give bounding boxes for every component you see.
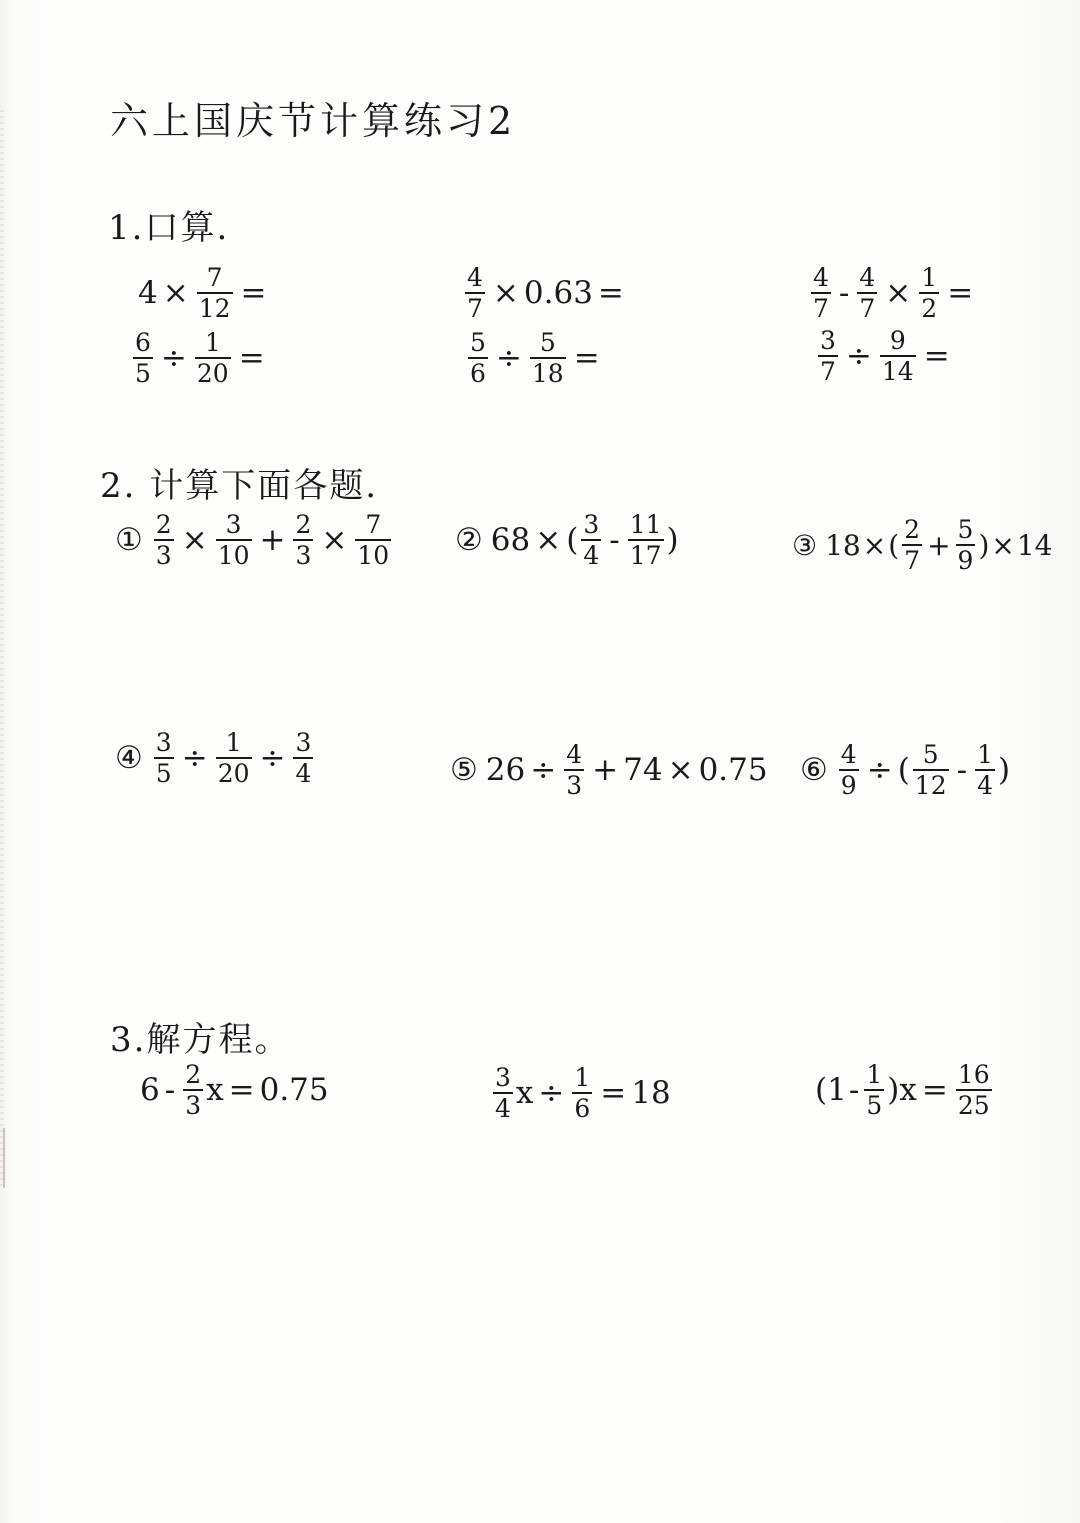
- denominator: 9: [840, 771, 857, 800]
- denominator: 7: [813, 294, 829, 323]
- numerator: 2: [295, 510, 312, 539]
- denominator: 3: [295, 541, 312, 570]
- denominator: 6: [574, 1094, 591, 1123]
- paren-close: ): [978, 528, 990, 562]
- mental-problem-1: [138, 265, 272, 321]
- fraction: [133, 330, 153, 386]
- calc-problem-5: [450, 742, 768, 798]
- calc-problem-4: [115, 730, 316, 786]
- operand: 4: [138, 275, 158, 311]
- paren-open: (: [566, 522, 579, 558]
- operator: ×: [862, 528, 887, 562]
- numerator: 11: [629, 510, 662, 539]
- denominator: 4: [295, 759, 312, 788]
- equals-sign: =: [947, 275, 974, 311]
- denominator: 4: [495, 1094, 511, 1123]
- operator: +: [592, 752, 619, 788]
- numerator: 5: [470, 328, 486, 357]
- numerator: 1: [225, 728, 242, 757]
- fraction: [902, 517, 922, 573]
- equals-sign: =: [240, 275, 267, 311]
- denominator: 12: [198, 294, 231, 323]
- mental-problem-5: [465, 330, 605, 386]
- fraction: [956, 1062, 992, 1118]
- denominator: 5: [155, 759, 172, 788]
- equals-sign: =: [923, 338, 950, 374]
- fraction: [857, 265, 877, 321]
- denominator: 2: [921, 294, 938, 323]
- denominator: 14: [881, 357, 914, 386]
- denominator: 20: [217, 759, 250, 788]
- numerator: 1: [921, 263, 938, 292]
- operator: +: [259, 522, 286, 558]
- scan-edge: [0, 110, 4, 1190]
- denominator: 7: [820, 357, 836, 386]
- numerator: 3: [225, 510, 242, 539]
- section-3-heading: 3.解方程。: [110, 1020, 291, 1060]
- operand: 26: [485, 752, 526, 788]
- fraction: [581, 512, 601, 568]
- numerator: 3: [820, 326, 836, 355]
- operator: -: [956, 752, 968, 788]
- numerator: 1: [866, 1060, 883, 1089]
- fraction: [493, 1065, 513, 1121]
- equals-sign: =: [600, 1075, 627, 1111]
- operand: 14: [1016, 528, 1053, 562]
- operator: ×: [181, 522, 208, 558]
- numerator: 2: [185, 1060, 202, 1089]
- numerator: 3: [155, 728, 172, 757]
- operator: ×: [535, 522, 562, 558]
- fraction: [628, 512, 664, 568]
- fraction: [839, 742, 859, 798]
- problem-number: ④: [115, 740, 143, 776]
- operand: 0.75: [259, 1072, 329, 1108]
- operand: 6: [140, 1072, 160, 1108]
- denominator: 4: [977, 771, 993, 800]
- fraction: [880, 328, 916, 384]
- operator: ÷: [160, 340, 187, 376]
- fraction: [293, 730, 313, 786]
- numerator: 4: [467, 263, 483, 292]
- fraction: [468, 330, 488, 386]
- calc-problem-3: [792, 517, 1052, 573]
- operator: ×: [492, 275, 519, 311]
- operator: -: [838, 275, 850, 311]
- denominator: 7: [859, 294, 876, 323]
- fraction: [956, 517, 976, 573]
- fraction: [355, 512, 391, 568]
- denominator: 3: [155, 541, 172, 570]
- paren-open: (: [815, 1072, 828, 1108]
- numerator: 5: [539, 328, 556, 357]
- operator: ×: [162, 275, 189, 311]
- denominator: 4: [583, 541, 600, 570]
- fraction: [465, 265, 485, 321]
- denominator: 10: [217, 541, 250, 570]
- denominator: 5: [135, 359, 151, 388]
- fraction: [154, 512, 174, 568]
- denominator: 20: [196, 359, 229, 388]
- operator: ÷: [259, 740, 286, 776]
- numerator: 4: [840, 740, 857, 769]
- paren-close: ): [998, 752, 1011, 788]
- numerator: 3: [583, 510, 600, 539]
- equals-sign: =: [228, 1072, 255, 1108]
- equation-2: [490, 1065, 671, 1121]
- numerator: 16: [957, 1060, 990, 1089]
- mental-problem-6: [815, 328, 955, 384]
- scan-mark: [3, 1128, 5, 1188]
- paren-close: ): [887, 1072, 900, 1108]
- numerator: 9: [889, 326, 906, 355]
- fraction: [216, 512, 252, 568]
- operand: 18: [631, 1075, 671, 1111]
- denominator: 3: [185, 1091, 202, 1120]
- fraction: [919, 265, 939, 321]
- operand: 1: [827, 1072, 847, 1108]
- variable: x: [206, 1072, 224, 1108]
- problem-number: ①: [115, 522, 143, 558]
- problem-number: ③: [792, 528, 818, 562]
- fraction: [195, 330, 231, 386]
- equals-sign: =: [238, 340, 265, 376]
- fraction: [564, 742, 584, 798]
- operand: 68: [490, 522, 531, 558]
- numerator: 1: [574, 1063, 591, 1092]
- operand: 0.75: [698, 752, 768, 788]
- denominator: 5: [866, 1091, 883, 1120]
- numerator: 6: [135, 328, 151, 357]
- numerator: 7: [365, 510, 382, 539]
- worksheet-title: 六上国庆节计算练习2: [110, 99, 517, 143]
- operand: 0.63: [523, 275, 593, 311]
- mental-problem-3: [808, 265, 978, 321]
- denominator: 7: [904, 546, 921, 575]
- paren-close: ): [666, 522, 679, 558]
- problem-number: ⑥: [800, 752, 828, 788]
- numerator: 4: [566, 740, 583, 769]
- fraction: [572, 1065, 592, 1121]
- fraction: [293, 512, 313, 568]
- fraction: [183, 1062, 203, 1118]
- paren-open: (: [888, 528, 900, 562]
- numerator: 3: [295, 728, 312, 757]
- fraction: [818, 328, 838, 384]
- operator: +: [927, 528, 951, 562]
- fraction: [197, 265, 233, 321]
- equals-sign: =: [921, 1072, 948, 1108]
- problem-number: ②: [455, 522, 483, 558]
- variable: x: [515, 1075, 534, 1111]
- operator: ×: [991, 528, 1015, 562]
- fraction: [913, 742, 949, 798]
- operator: ÷: [181, 740, 208, 776]
- paren-open: (: [897, 752, 910, 788]
- numerator: 1: [204, 328, 221, 357]
- denominator: 9: [957, 546, 974, 575]
- numerator: 2: [155, 510, 172, 539]
- operator: ÷: [866, 752, 893, 788]
- denominator: 10: [357, 541, 390, 570]
- mental-problem-4: [130, 330, 270, 386]
- operator: -: [164, 1072, 176, 1108]
- fraction: [811, 265, 831, 321]
- numerator: 5: [957, 515, 974, 544]
- equals-sign: =: [573, 340, 600, 376]
- numerator: 2: [904, 515, 921, 544]
- numerator: 4: [813, 263, 829, 292]
- mental-problem-2: [462, 265, 629, 321]
- fraction: [154, 730, 174, 786]
- operator: ÷: [845, 338, 872, 374]
- fraction: [975, 742, 995, 798]
- equals-sign: =: [597, 275, 624, 311]
- operator: -: [609, 522, 620, 558]
- operator: ÷: [538, 1075, 565, 1111]
- numerator: 7: [206, 263, 223, 292]
- equation-1: [140, 1062, 329, 1118]
- variable: x: [899, 1072, 917, 1108]
- calc-problem-1: [115, 512, 394, 568]
- operand: 18: [825, 528, 861, 562]
- calc-problem-2: [455, 512, 679, 568]
- numerator: 1: [977, 740, 993, 769]
- operator: -: [848, 1072, 860, 1108]
- numerator: 3: [495, 1063, 511, 1092]
- operator: ×: [321, 522, 348, 558]
- denominator: 25: [957, 1091, 990, 1120]
- operand: 74: [623, 752, 663, 788]
- numerator: 5: [922, 740, 939, 769]
- operator: ÷: [495, 340, 522, 376]
- denominator: 17: [629, 541, 662, 570]
- operator: ÷: [530, 752, 557, 788]
- fraction: [216, 730, 252, 786]
- equation-3: [815, 1062, 995, 1118]
- fraction: [864, 1062, 884, 1118]
- calc-problem-6: [800, 742, 1010, 798]
- fraction: [530, 330, 566, 386]
- denominator: 6: [470, 359, 486, 388]
- denominator: 18: [531, 359, 564, 388]
- section-1-heading: 1.口算.: [108, 208, 230, 248]
- denominator: 3: [566, 771, 583, 800]
- section-2-heading: 2. 计算下面各题.: [100, 466, 379, 506]
- problem-number: ⑤: [450, 752, 478, 788]
- operator: ×: [885, 275, 912, 311]
- operator: ×: [667, 752, 694, 788]
- denominator: 12: [914, 771, 947, 800]
- denominator: 7: [467, 294, 483, 323]
- numerator: 4: [859, 263, 876, 292]
